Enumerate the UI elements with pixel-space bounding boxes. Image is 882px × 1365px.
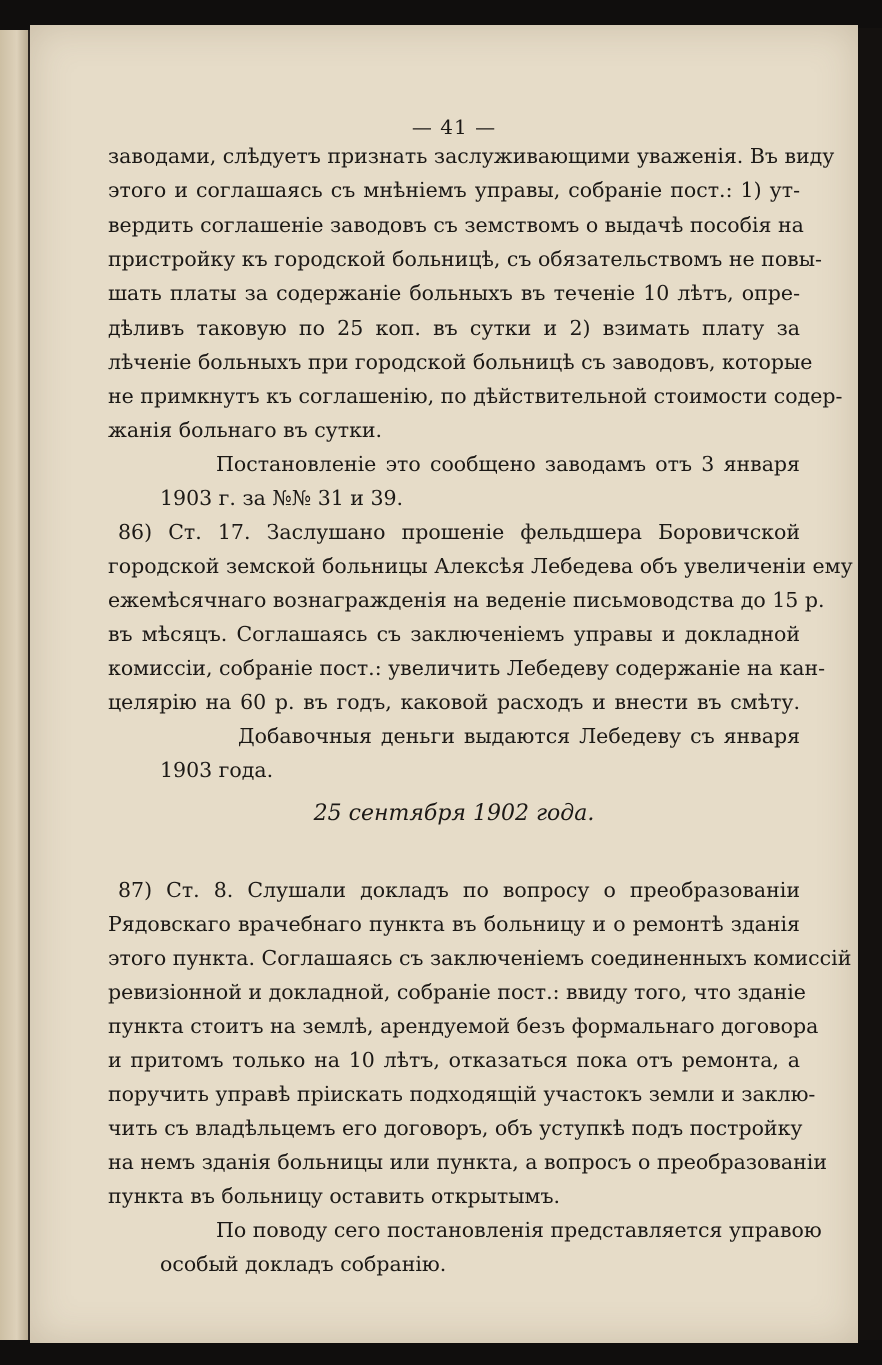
text-line: Добавочныя деньги выдаются Лебедеву съ января <box>238 724 800 748</box>
text-line: пункта стоитъ на землѣ, арендуемой безъ формальнаго договора <box>108 1014 819 1038</box>
text-line: Постановленіе это сообщено заводамъ отъ 3 января <box>216 452 800 476</box>
text-line: чить съ владѣльцемъ его договоръ, объ уступкѣ подъ постройку <box>108 1116 803 1140</box>
text-line: заводами, слѣдуетъ признать заслуживающими уваженія. Въ виду <box>108 144 835 168</box>
previous-page-edge <box>0 30 31 1340</box>
text-line: дѣливъ таковую по 25 коп. въ сутки и 2) взимать плату за <box>108 316 800 340</box>
text-line: целярію на 60 р. въ годъ, каковой расходъ и внести въ смѣту. <box>108 690 800 714</box>
text-line: этого и соглашаясь съ мнѣніемъ управы, собраніе пост.: 1) ут- <box>108 178 800 202</box>
text-line: лѣченіе больныхъ при городской больницѣ съ заводовъ, которые <box>108 350 813 374</box>
text-line: комиссіи, собраніе пост.: увеличить Лебедеву содержаніе на кан- <box>108 656 826 680</box>
text-line: поручить управѣ пріискать подходящій участокъ земли и заклю- <box>108 1082 816 1106</box>
text-line: По поводу сего постановленія представляется управою <box>216 1218 822 1242</box>
text-line: въ мѣсяцъ. Соглашаясь съ заключеніемъ управы и докладной <box>108 622 800 646</box>
text-line: не примкнутъ къ соглашенію, по дѣйствительной стоимости содер- <box>108 384 843 408</box>
text-line: ежемѣсячнаго вознагражденія на веденіе письмоводства до 15 р. <box>108 588 825 612</box>
book-page <box>30 25 858 1343</box>
text-line: пункта въ больницу оставить открытымъ. <box>108 1184 561 1208</box>
date-heading: 25 сентября 1902 года. <box>313 801 595 826</box>
page-number: — 41 — <box>411 115 497 139</box>
text-line: на немъ зданія больницы или пункта, а вопросъ о преобразованіи <box>108 1150 828 1174</box>
text-line: 1903 г. за №№ 31 и 39. <box>160 486 404 510</box>
text-line: жанія больнаго въ сутки. <box>108 418 383 442</box>
text-line: вердить соглашеніе заводовъ съ земствомъ о выдачѣ пособія на <box>108 213 804 237</box>
text-line: особый докладъ собранію. <box>160 1252 447 1276</box>
binding-shadow <box>858 28 882 1340</box>
text-line: шать платы за содержаніе больныхъ въ теченіе 10 лѣтъ, опре- <box>108 281 800 305</box>
text-line: 1903 года. <box>160 758 274 782</box>
text-line: городской земской больницы Алексѣя Лебедева объ увеличеніи ему <box>108 554 853 578</box>
text-line: этого пункта. Соглашаясь съ заключеніемъ соединенныхъ комиссій <box>108 946 852 970</box>
text-line: 87) Ст. 8. Слушали докладъ по вопросу о преобразованіи <box>118 878 800 902</box>
text-line: Рядовскаго врачебнаго пункта въ больницу и о ремонтѣ зданія <box>108 912 800 936</box>
text-line: ревизіонной и докладной, собраніе пост.: ввиду того, что зданіе <box>108 980 806 1004</box>
text-line: и притомъ только на 10 лѣтъ, отказаться пока отъ ремонта, а <box>108 1048 800 1072</box>
text-line: 86) Ст. 17. Заслушано прошеніе фельдшера Боровичской <box>118 520 800 544</box>
text-line: пристройку къ городской больницѣ, съ обязательствомъ не повы- <box>108 247 822 271</box>
